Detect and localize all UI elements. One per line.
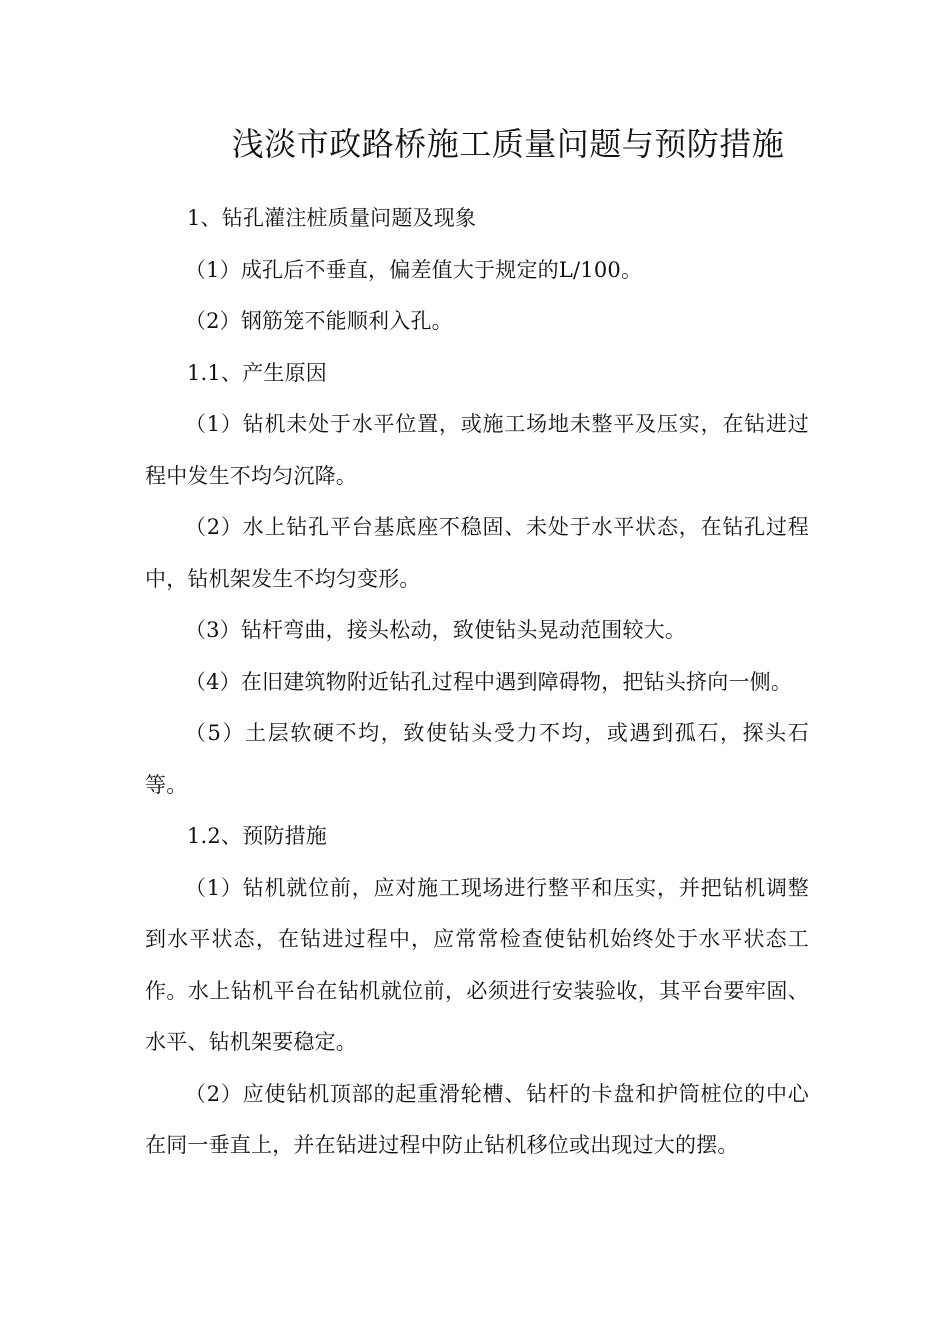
- section-heading: 1.1、产生原因: [187, 360, 327, 385]
- section-heading: 1.2、预防措施: [187, 824, 327, 848]
- document-body: [145, 193, 809, 1172]
- paragraph: （1）钻机就位前，应对施工现场进行整平和压实，并把钻机调整到水平状态，在钻进过程中，应常常检查使钻机始终处于水平状态工作。水上钻机平台在钻机就位前，必须进行安装验收，其平台要牢固、水平、钻机架要稳定。: [145, 875, 809, 1054]
- paragraph: （3）钻杆弯曲，接头松动，致使钻头晃动范围较大。: [184, 618, 687, 642]
- section-heading: 1、钻孔灌注桩质量问题及现象: [187, 206, 477, 230]
- paragraph: （4）在旧建筑物附近钻孔过程中遇到障碍物，把钻头挤向一侧。: [184, 669, 793, 694]
- paragraph: （1）成孔后不垂直，偏差值大于规定的L/100。: [184, 257, 643, 282]
- paragraph: （2）应使钻机顶部的起重滑轮槽、钻杆的卡盘和护筒桩位的中心在同一垂直上，并在钻进过程中防止钻机移位或出现过大的摆。: [145, 1081, 809, 1157]
- paragraph: （2）水上钻孔平台基底座不稳固、未处于水平状态，在钻孔过程中，钻机架发生不均匀变形。: [145, 515, 809, 591]
- document-title: 浅淡市政路桥施工质量问题与预防措施: [231, 125, 785, 163]
- paragraph: （5）土层软硬不均，致使钻头受力不均，或遇到孤石，探头石等。: [145, 721, 809, 797]
- paragraph: （1）钻机未处于水平位置，或施工场地未整平及压实，在钻进过程中发生不均匀沉降。: [145, 412, 809, 488]
- paragraph: （2）钢筋笼不能顺利入孔。: [184, 309, 453, 333]
